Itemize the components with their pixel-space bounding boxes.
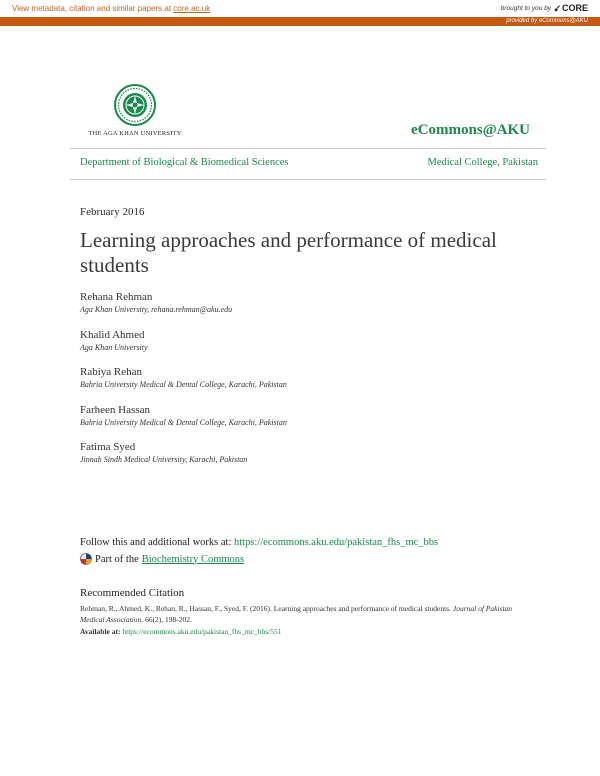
citation-text (80, 603, 520, 625)
author-list (80, 291, 287, 479)
author-entry (80, 329, 287, 367)
citation-body: Rehman, R., Ahmed, K., Rehan, R., Hassan, F., Syed, F. (2016). Learning approaches and performance of medical students. (80, 604, 452, 613)
part-of-line (80, 553, 244, 565)
digital-commons-network-icon (80, 553, 92, 565)
author-entry (80, 441, 287, 479)
author-entry (80, 404, 287, 442)
follow-link[interactable]: https://ecommons.aku.edu/pakistan_fhs_mc_bbs (234, 537, 439, 548)
author-name: Rehana Rehman (80, 291, 153, 303)
author-name: Fatima Syed (80, 441, 136, 453)
follow-label: Follow this and additional works at: (80, 537, 232, 548)
available-at-label: Available at: (80, 627, 121, 636)
author-name: Rabiya Rehan (80, 366, 143, 378)
citation-journal: Journal of Pakistan Medical Association, (80, 604, 513, 624)
header-divider-bottom (70, 179, 546, 180)
author-affiliation: Aga Khan University (80, 342, 148, 352)
header-divider-top (70, 148, 546, 149)
available-at-line (80, 626, 282, 637)
brought-by-label: brought to you by (500, 4, 551, 12)
available-at-link[interactable]: https://ecommons.aku.edu/pakistan_fhs_mc_bbs/551 (122, 627, 282, 636)
author-affiliation: Aga Khan University, rehana.rehman@aku.edu (80, 305, 233, 314)
aku-logo[interactable] (80, 83, 190, 137)
core-logo-text: CORE (561, 3, 588, 13)
author-affiliation: Jinnah Sindh Medical University, Karachi, Pakistan (80, 455, 248, 464)
department-link[interactable]: Department of Biological & Biomedical Sciences (80, 157, 289, 168)
author-entry (80, 366, 287, 404)
author-name: Farheen Hassan (80, 403, 150, 416)
provided-by-strip (0, 17, 600, 26)
core-metadata-text (12, 4, 210, 13)
core-logo-icon (554, 5, 561, 12)
author-entry (80, 291, 287, 329)
core-metadata-label: View metadata, citation and similar papers at (12, 4, 172, 13)
core-banner (0, 0, 600, 18)
follow-line (80, 537, 438, 548)
institution-name: THE AGA KHAN UNIVERSITY (88, 130, 182, 137)
part-of-label: Part of the (95, 553, 139, 565)
provided-by-text: provided by eCommons@AKU (506, 18, 588, 24)
recommended-citation-heading: Recommended Citation (80, 587, 185, 599)
biochemistry-commons-link[interactable]: Biochemistry Commons (141, 553, 245, 565)
core-logo (554, 3, 588, 13)
author-name: Khalid Ahmed (80, 328, 145, 341)
college-link[interactable]: Medical College, Pakistan (427, 157, 538, 168)
core-brought-by[interactable] (501, 3, 588, 13)
author-affiliation: Bahria University Medical & Dental College, Karachi, Pakistan (80, 380, 287, 389)
publication-date: February 2016 (80, 206, 145, 218)
author-affiliation: Bahria University Medical & Dental College, Karachi, Pakistan (80, 417, 287, 427)
aku-seal-icon (113, 83, 157, 127)
core-link[interactable]: core.ac.uk (173, 4, 211, 13)
article-title: Learning approaches and performance of medical students (80, 228, 497, 277)
citation-volume: 66(2), 198-202. (145, 615, 192, 624)
repository-name[interactable]: eCommons@AKU (411, 122, 530, 138)
